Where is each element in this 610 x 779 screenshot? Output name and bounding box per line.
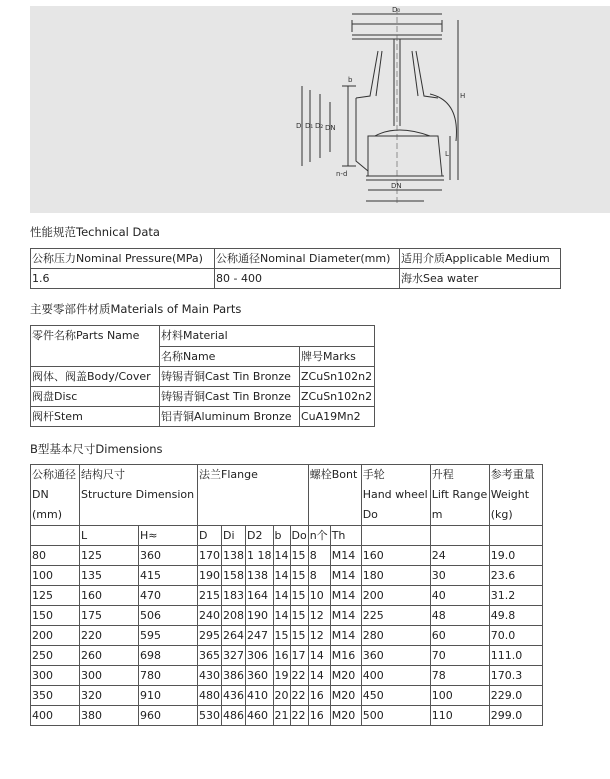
technical-data-heading: 性能规范Technical Data [30,225,160,239]
table-header-row [31,465,543,526]
cell-di: 436 [222,686,246,706]
cell-do: 22 [290,706,308,726]
cell-l: 160 [80,586,139,606]
cell-d: 295 [198,626,222,646]
cell-th: M14 [330,586,361,606]
cell-dn: 250 [31,646,80,666]
cell-do: 15 [290,586,308,606]
cell-th: M14 [330,566,361,586]
technical-data-table [30,248,561,289]
subheader-blank [361,526,430,546]
table-row [31,546,543,566]
cell-d2: 138 [246,566,274,586]
cell-di: 158 [222,566,246,586]
cell-l: 135 [80,566,139,586]
subheader-d2: D2 [246,526,274,546]
table-row [31,706,543,726]
cell-wheel: 280 [361,626,430,646]
cell-n: 14 [308,646,330,666]
cell-dn: 150 [31,606,80,626]
marks-header: 牌号Marks [300,346,375,367]
cell-d: 215 [198,586,222,606]
cell-l: 300 [80,666,139,686]
cell-n: 16 [308,706,330,726]
cell-d: 170 [198,546,222,566]
cell-wheel: 180 [361,566,430,586]
cell-do: 15 [290,626,308,646]
cell-l: 260 [80,646,139,666]
cell-l: 380 [80,706,139,726]
label-d2: D₂ [315,122,324,130]
cell-dn: 125 [31,586,80,606]
material-mark: ZCuSn102n2 [300,367,375,387]
cell-d2: 360 [246,666,274,686]
cell-weight: 299.0 [489,706,542,726]
diameter-value: 80 - 400 [215,269,400,289]
medium-value: 海水Sea water [400,269,561,289]
materials-heading: 主要零部件材质Materials of Main Parts [30,302,242,316]
material-mark: ZCuSn102n2 [300,387,375,407]
cell-b: 19 [273,666,290,686]
cell-di: 327 [222,646,246,666]
cell-lift: 30 [430,566,489,586]
subheader-do: Do [290,526,308,546]
cell-lift: 78 [430,666,489,686]
material-mark: CuA19Mn2 [300,407,375,427]
table-row [31,407,375,427]
cell-h: 910 [139,686,198,706]
table-row [31,646,543,666]
cell-d: 430 [198,666,222,686]
cell-b: 15 [273,626,290,646]
cell-do: 15 [290,606,308,626]
table-row [31,269,561,289]
table-header-row [31,326,375,347]
cell-h: 415 [139,566,198,586]
cell-b: 14 [273,546,290,566]
part-name: 阀体、阀盖Body/Cover [31,367,160,387]
table-row [31,586,543,606]
label-dn-bottom: DN [391,182,402,190]
pressure-value: 1.6 [31,269,215,289]
part-name: 阀盘Disc [31,387,160,407]
cell-l: 220 [80,626,139,646]
cell-di: 138 [222,546,246,566]
cell-d: 240 [198,606,222,626]
dimensions-body [31,546,543,726]
cell-di: 208 [222,606,246,626]
dimensions-heading: B型基本尺寸Dimensions [30,442,163,456]
cell-th: M20 [330,706,361,726]
table-row [31,566,543,586]
cell-d2: 247 [246,626,274,646]
cell-weight: 70.0 [489,626,542,646]
cell-b: 16 [273,646,290,666]
cell-n: 12 [308,606,330,626]
weight-header [489,465,542,526]
lift-header-en: Lift Range [431,488,488,501]
cell-h: 360 [139,546,198,566]
structure-header-en: Structure Dimension [81,488,195,501]
label-nd: n-d [336,170,348,178]
subheader-blank [489,526,542,546]
cell-h: 470 [139,586,198,606]
wheel-header-en: Hand wheel [362,488,428,501]
valve-drawing [30,6,610,213]
dn-header [31,465,80,526]
cell-di: 486 [222,706,246,726]
cell-d: 480 [198,686,222,706]
label-dn-left: DN [325,124,336,132]
cell-lift: 48 [430,606,489,626]
cell-di: 386 [222,666,246,686]
dn-header-en: DN [32,488,49,501]
subheader-blank [31,526,80,546]
cell-h: 960 [139,706,198,726]
table-subheader-row [31,526,543,546]
cell-h: 506 [139,606,198,626]
cell-d2: 460 [246,706,274,726]
lift-header [430,465,489,526]
cell-l: 320 [80,686,139,706]
cell-weight: 111.0 [489,646,542,666]
parts-name-header: 零件名称Parts Name [31,326,160,367]
cell-l: 175 [80,606,139,626]
cell-dn: 80 [31,546,80,566]
valve-cross-section [30,6,610,213]
cell-b: 14 [273,566,290,586]
cell-n: 16 [308,686,330,706]
lift-header-cn: 升程 [431,468,454,481]
cell-d2: 190 [246,606,274,626]
structure-header [80,465,198,526]
table-row [31,626,543,646]
dn-header-cn: 公称通径 [32,468,76,481]
subheader-d: D [198,526,222,546]
diameter-header: 公称通径Nominal Diameter(mm) [215,249,400,269]
cell-dn: 350 [31,686,80,706]
table-row [31,666,543,686]
cell-dn: 100 [31,566,80,586]
subheader-n: n个 [308,526,330,546]
wheel-header-cn: 手轮 [362,468,385,481]
cell-d: 190 [198,566,222,586]
wheel-header [361,465,430,526]
cell-wheel: 160 [361,546,430,566]
cell-wheel: 400 [361,666,430,686]
cell-lift: 60 [430,626,489,646]
label-d: D [296,122,302,130]
cell-wheel: 500 [361,706,430,726]
cell-wheel: 200 [361,586,430,606]
lift-header-unit: m [431,508,443,521]
label-d1: D₁ [305,122,314,130]
cell-h: 780 [139,666,198,686]
dimensions-table [30,464,543,726]
cell-lift: 100 [430,686,489,706]
cell-dn: 200 [31,626,80,646]
cell-d2: 164 [246,586,274,606]
subheader-blank [430,526,489,546]
material-name: 铝青铜Aluminum Bronze [160,407,300,427]
cell-weight: 19.0 [489,546,542,566]
cell-wheel: 450 [361,686,430,706]
material-name: 铸锡青铜Cast Tin Bronze [160,387,300,407]
cell-th: M16 [330,646,361,666]
subheader-h: H≈ [139,526,198,546]
cell-b: 20 [273,686,290,706]
subheader-l: L [80,526,139,546]
cell-lift: 70 [430,646,489,666]
cell-d: 365 [198,646,222,666]
label-h: H [460,92,466,100]
material-header: 材料Material [160,326,375,347]
label-d0: D₀ [392,6,401,14]
pressure-header: 公称压力Nominal Pressure(MPa) [31,249,215,269]
subheader-th: Th [330,526,361,546]
cell-wheel: 360 [361,646,430,666]
cell-h: 595 [139,626,198,646]
cell-dn: 300 [31,666,80,686]
structure-header-cn: 结构尺寸 [81,468,125,481]
cell-lift: 24 [430,546,489,566]
table-header-row [31,249,561,269]
cell-lift: 110 [430,706,489,726]
cell-weight: 23.6 [489,566,542,586]
cell-h: 698 [139,646,198,666]
bolt-header: 螺栓Bont [308,465,361,526]
cell-weight: 31.2 [489,586,542,606]
cell-weight: 49.8 [489,606,542,626]
cell-do: 17 [290,646,308,666]
label-b: b [348,76,353,84]
cell-n: 12 [308,626,330,646]
cell-do: 15 [290,546,308,566]
cell-weight: 170.3 [489,666,542,686]
cell-th: M14 [330,626,361,646]
medium-header: 适用介质Applicable Medium [400,249,561,269]
cell-weight: 229.0 [489,686,542,706]
cell-th: M14 [330,606,361,626]
cell-d2: 410 [246,686,274,706]
wheel-header-unit: Do [362,508,378,521]
weight-header-en: Weight [490,488,530,501]
cell-d: 530 [198,706,222,726]
cell-do: 22 [290,666,308,686]
cell-di: 183 [222,586,246,606]
cell-b: 14 [273,586,290,606]
subheader-di: Di [222,526,246,546]
cell-th: M20 [330,666,361,686]
cell-b: 14 [273,606,290,626]
part-name: 阀杆Stem [31,407,160,427]
dn-header-unit: (mm) [32,508,63,521]
cell-n: 14 [308,666,330,686]
cell-b: 21 [273,706,290,726]
materials-table [30,325,375,427]
cell-do: 15 [290,566,308,586]
cell-wheel: 225 [361,606,430,626]
table-row [31,686,543,706]
cell-n: 10 [308,586,330,606]
cell-th: M14 [330,546,361,566]
name-header: 名称Name [160,346,300,367]
cell-th: M20 [330,686,361,706]
weight-header-unit: (kg) [490,508,513,521]
label-l: L [445,150,449,158]
table-row [31,387,375,407]
cell-dn: 400 [31,706,80,726]
cell-di: 264 [222,626,246,646]
cell-d2: 306 [246,646,274,666]
cell-lift: 40 [430,586,489,606]
subheader-b: b [273,526,290,546]
cell-d2: 1 18 [246,546,274,566]
cell-n: 8 [308,546,330,566]
weight-header-cn: 参考重量 [490,468,535,481]
material-name: 铸锡青铜Cast Tin Bronze [160,367,300,387]
cell-n: 8 [308,566,330,586]
cell-l: 125 [80,546,139,566]
flange-header: 法兰Flange [198,465,309,526]
cell-do: 22 [290,686,308,706]
table-row [31,367,375,387]
table-row [31,606,543,626]
